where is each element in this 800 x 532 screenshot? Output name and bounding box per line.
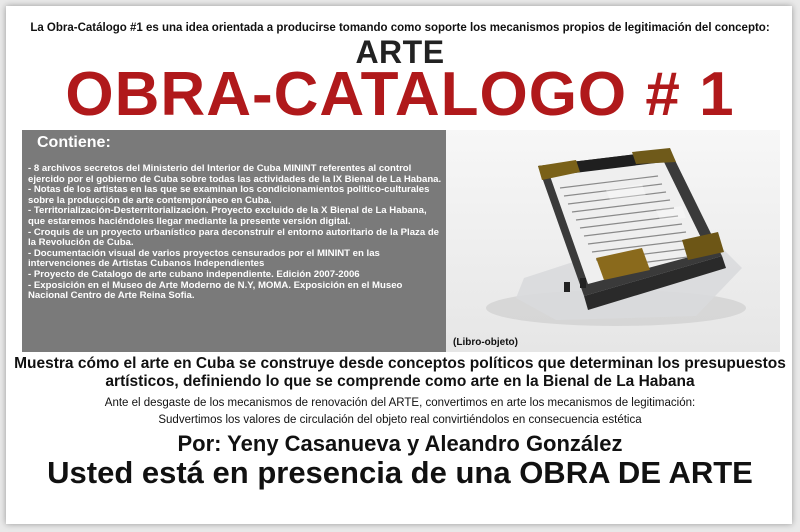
list-item: - Proyecto de Catalogo de arte cubano independiente. Edición 2007-2006 [28,270,444,281]
photo-caption: (Libro-objeto) [453,337,518,348]
intro-text: La Obra-Catálogo #1 es una idea orientada a producirse tomando como soporte los mecanismos propios de legitimación del concepto: [30,22,770,34]
contents-heading: Contiene: [37,134,111,151]
list-item: - Notas de los artistas en las que se examinan los condicionamientos politico-culturales sobre la producción de arte contemporáneo en Cuba. [28,185,444,206]
authors-line: Por: Yeny Casanueva y Aleandro González [177,431,623,456]
statement-text: Muestra cómo el arte en Cuba se construye desde conceptos políticos que determinan los presupuestos artísticos, definiendo lo que se comprende como arte en la Bienal de La Habana [14,355,786,390]
list-item: - Territorialización-Desterritorialización. Proyecto excluido de la X Bienal de La Habana, que estaremos haciéndoles llegar mediante la presente versión digital. [28,206,444,227]
book-object-image [446,130,780,352]
book-object-photo [446,130,780,352]
list-item: - Exposición en el Museo de Arte Moderno de N.Y, MOMA. Exposición en el Museo Nacional Centro de Arte Reina Sofia. [28,281,444,302]
list-item: - 8 archivos secretos del Ministerio del Interior de Cuba MININT referentes al control ejercido por el gobierno de Cuba sobre todas las actividades de la IX Bienal de La Habana. [28,164,444,185]
closing-statement: Usted está en presencia de una OBRA DE ARTE [47,455,753,490]
contents-list [28,164,444,302]
concept-heading: ARTE [355,34,445,70]
subversion-line: Sudvertimos los valores de circulación del objeto real convirtiéndolos en consecuencia estética [158,414,642,426]
legitimation-line: Ante el desgaste de los mecanismos de renovación del ARTE, convertimos en arte los mecanismos de legitimación: [104,397,696,409]
contents-panel [22,130,446,352]
list-item: - Croquis de un proyecto urbanístico para deconstruir el entorno autoritario de la Plaza de la Revolución de Cuba. [28,228,444,249]
main-title: OBRA-CATALOGO # 1 [65,60,735,129]
list-item: - Documentación visual de varios proyectos censurados por el MININT en las intervenciones de Artistas Cubanos Independientes [28,249,444,270]
